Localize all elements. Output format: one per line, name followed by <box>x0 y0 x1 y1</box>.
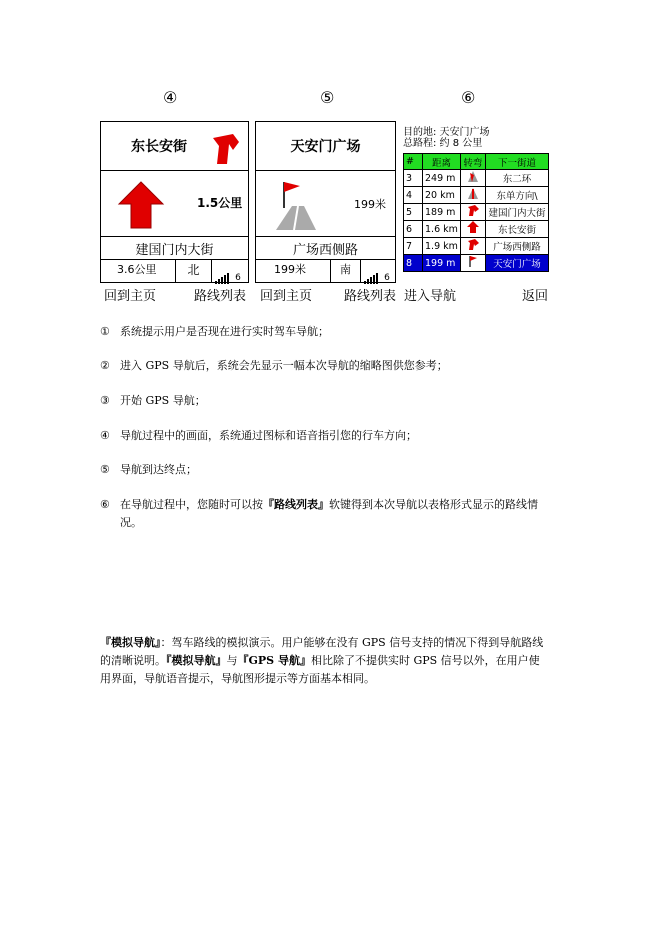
row-index: 7 <box>404 238 423 255</box>
softkey-back[interactable]: 返回 <box>522 289 549 304</box>
screen-label-4: ④ <box>163 88 178 107</box>
road-icon <box>460 187 485 204</box>
step-6 <box>100 496 570 532</box>
route-summary <box>403 127 490 149</box>
turn-right-icon <box>460 204 485 221</box>
row-distance: 20 km <box>423 187 461 204</box>
step-number: ④ <box>100 429 110 442</box>
col-distance: 距离 <box>423 154 461 170</box>
step-number: ③ <box>100 394 110 407</box>
current-road: 广场西侧路 <box>292 243 358 258</box>
step-4 <box>100 427 570 445</box>
total-distance-line: 总路程: 约 8 公里 <box>403 138 483 149</box>
row-distance: 1.9 km <box>423 238 461 255</box>
row-distance: 249 m <box>423 170 461 187</box>
step-text: 开始 GPS 导航； <box>120 394 206 407</box>
step-number: ① <box>100 325 110 338</box>
route-table <box>403 153 549 272</box>
step-number: ⑤ <box>100 463 110 476</box>
destination-flag-icon <box>270 178 322 232</box>
col-next-street: 下一街道 <box>485 154 548 170</box>
straight-arrow-icon <box>460 221 485 238</box>
step-number: ⑥ <box>100 498 110 511</box>
step-number: ② <box>100 359 110 372</box>
row-index: 3 <box>404 170 423 187</box>
row-index: 8 <box>404 255 423 272</box>
remaining-distance: 3.6公里 <box>101 259 176 283</box>
softkey-start-navigation[interactable]: 进入导航 <box>404 289 457 304</box>
paragraph-text: 与 <box>226 654 238 667</box>
softkey-home[interactable]: 回到主页 <box>104 289 157 304</box>
turn-right-icon <box>460 238 485 255</box>
simulation-paragraph <box>100 634 570 688</box>
route-list-term: 『路线列表』 <box>263 498 329 511</box>
table-row[interactable] <box>404 170 549 187</box>
table-row[interactable] <box>404 238 549 255</box>
row-street: 天安门广场 <box>485 255 548 272</box>
nav-screen-5 <box>255 121 396 283</box>
step-text: 在导航过程中，您随时可以按 <box>120 498 263 511</box>
col-index: # <box>404 154 423 170</box>
step-text: 导航过程中的画面，系统通过图标和语音指引您的行车方向； <box>120 429 417 442</box>
term-simulation: 『模拟导航』 <box>166 654 227 667</box>
remaining-distance: 199米 <box>256 259 331 283</box>
term-simulation: 『模拟导航』 <box>100 636 161 649</box>
step-5 <box>100 461 570 479</box>
row-distance: 199 m <box>423 255 461 272</box>
step-2 <box>100 357 570 375</box>
screen-label-6: ⑥ <box>461 88 476 107</box>
destination-flag-icon <box>460 255 485 272</box>
row-street: 建国门内大街 <box>485 204 548 221</box>
row-index: 5 <box>404 204 423 221</box>
step-text: 系统提示用户是否现在进行实时驾车导航； <box>120 325 329 338</box>
step-text-continued: 况。 <box>120 516 142 529</box>
straight-arrow-icon <box>117 180 165 230</box>
col-turn: 转弯 <box>460 154 485 170</box>
screen-label-5: ⑤ <box>320 88 335 107</box>
distance-to-destination: 199米 <box>354 198 386 211</box>
paragraph-text: 相比除了不提供实时 GPS 信号以外，在用户使 <box>310 654 540 667</box>
row-distance: 1.6 km <box>423 221 461 238</box>
row-street: 东二环 <box>485 170 548 187</box>
step-text: 进入 GPS 导航后，系统会先显示一幅本次导航的缩略图供您参考； <box>120 359 448 372</box>
current-road: 建国门内大街 <box>135 243 214 258</box>
term-gps-navigation: 『GPS 导航』 <box>237 654 311 667</box>
destination-title: 天安门广场 <box>290 139 361 155</box>
softkey-route-list[interactable]: 路线列表 <box>194 289 247 304</box>
paragraph-text: 的清晰说明。 <box>100 654 166 667</box>
heading: 北 <box>176 259 212 283</box>
signal-strength-icon <box>364 265 390 284</box>
satellite-count: 6 <box>235 273 241 283</box>
next-street-title: 东长安街 <box>131 139 187 155</box>
route-table-header <box>404 154 549 170</box>
step-1 <box>100 323 570 341</box>
nav-screen-4 <box>100 121 249 283</box>
paragraph-text: 用界面，导航语音提示，导航图形提示等方面基本相同。 <box>100 672 375 685</box>
row-street: 东单方向\ <box>485 187 548 204</box>
heading: 南 <box>331 259 361 283</box>
row-index: 4 <box>404 187 423 204</box>
step-text: 软键得到本次导航以表格形式显示的路线情 <box>329 498 538 511</box>
table-row[interactable] <box>404 221 549 238</box>
softkey-home[interactable]: 回到主页 <box>260 289 313 304</box>
table-row[interactable] <box>404 187 549 204</box>
satellite-count: 6 <box>384 273 390 283</box>
paragraph-text: ：驾车路线的模拟演示。用户能够在没有 GPS 信号支持的情况下得到导航路线 <box>160 636 544 649</box>
bear-left-icon <box>460 170 485 187</box>
row-street: 东长安街 <box>485 221 548 238</box>
row-street: 广场西侧路 <box>485 238 548 255</box>
step-3 <box>100 392 570 410</box>
table-row-selected[interactable] <box>404 255 549 272</box>
row-index: 6 <box>404 221 423 238</box>
signal-strength-icon <box>215 265 241 284</box>
step-text: 导航到达终点； <box>120 463 197 476</box>
softkey-route-list[interactable]: 路线列表 <box>344 289 397 304</box>
destination-line: 目的地: 天安门广场 <box>403 127 490 138</box>
distance-to-turn: 1.5公里 <box>197 196 243 210</box>
turn-right-icon <box>209 130 245 166</box>
row-distance: 189 m <box>423 204 461 221</box>
table-row[interactable] <box>404 204 549 221</box>
